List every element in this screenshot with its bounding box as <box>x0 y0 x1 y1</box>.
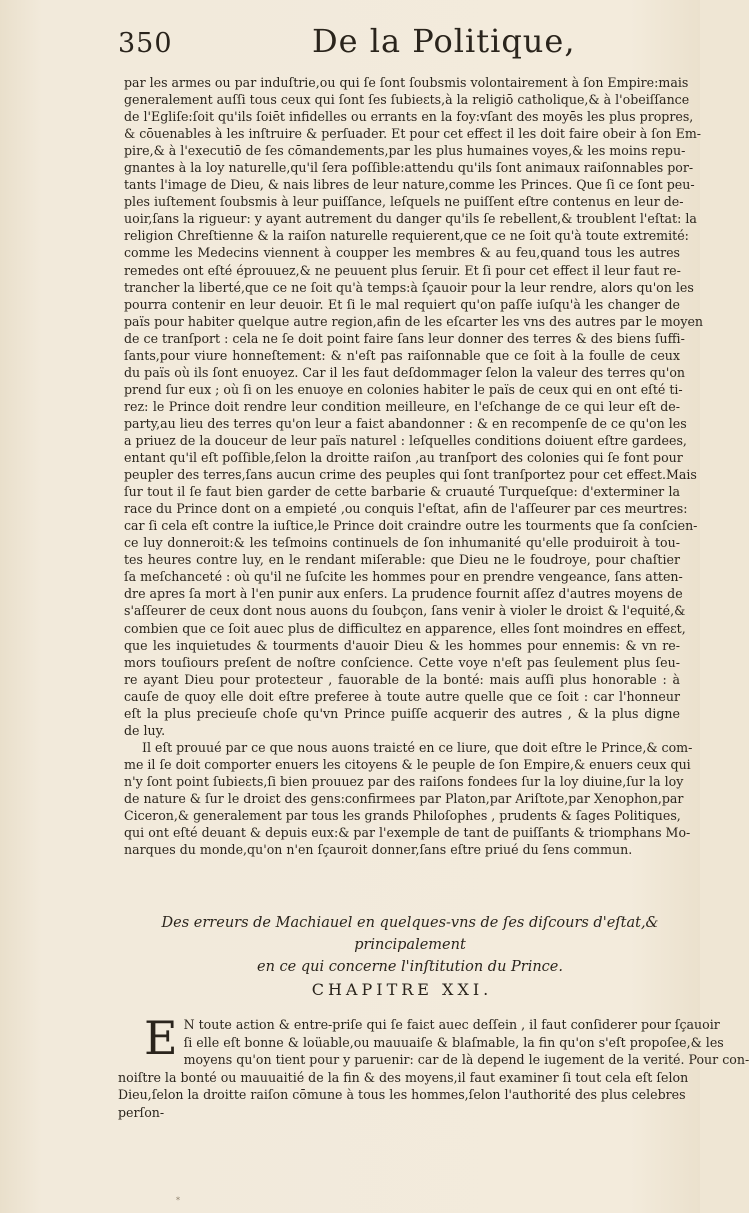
text-line: ſur tout il ſe faut bien garder de cette barbarie & cruauté Turqueſque: d'exterminer la <box>124 484 680 500</box>
text-line: rez: le Prince doit rendre leur condition meilleure, en l'eſchange de ce qui leur eſt de- <box>124 398 680 414</box>
chapter-text-line: N toute aɛtion & entre-priſe qui ſe faiɛt auec deſſein , il faut conſiderer pour ſçauoir <box>183 1017 720 1032</box>
text-line: prend ſur eux ; où ſi on les enuoye en colonies habiter le païs de ceux qui en ont eſté ti- <box>124 381 683 397</box>
chapter-text-line: perſon- <box>118 1104 165 1120</box>
text-line: tants l'image de Dieu, & nais libres de leur nature,comme les Princes. Que ſi ce ſont peu- <box>124 177 695 193</box>
text-line: pourra contenir en leur deuoir. Et ſi le mal requiert qu'on paſſe iuſqu'à les changer de <box>124 296 680 312</box>
text-line: ſa meſchanceté : où qu'il ne ſuſcite les hommes pour en prendre vengeance, ſans atten- <box>124 569 683 585</box>
body-text <box>124 74 704 858</box>
text-line: a priuez de la douceur de leur païs naturel : leſquelles conditions doiuent eſtre gardees, <box>124 432 687 448</box>
chapter-text-line: noiſtre la bonté ou mauuaitié de la fin & des moyens,il faut examiner ſi tout cela eſt ſelon <box>118 1069 689 1085</box>
text-line: païs pour habiter quelque autre region,afin de les eſcarter les vns des autres par le moyen <box>124 313 704 329</box>
text-line: trancher la liberté,que ce ne ſoit qu'à temps:à ſçauoir pour la leur rendre, alors qu'on les <box>124 279 694 295</box>
text-line: du païs où ils ſont enuoyez. Car il les faut deſdommager ſelon la valeur des terres qu'on <box>124 364 686 380</box>
text-line: ples iuſtement ſoubsmis à leur puiſſance, leſquels ne puiſſent eſtre contenus en leur de- <box>124 194 684 210</box>
text-line: me il ſe doit comporter enuers les citoyens & le peuple de ſon Empire,& enuers ceux qui <box>124 756 691 772</box>
chapter-lines <box>118 1011 749 1122</box>
page-header <box>100 22 660 66</box>
chapter-heading: CHAPITRE XXI. <box>311 980 493 999</box>
text-line: & cōuenables à les inſtruire & perſuader. Et pour cet effeɛt il les doit faire obeir à ſon Em- <box>124 126 702 142</box>
text-line: que les inquietudes & tourments d'auoir Dieu & les hommes pour ennemis: & vn re- <box>124 637 680 653</box>
text-line: gnantes à la loy naturelle,qu'il ſera poſſible:attendu qu'ils ſont animaux raiſonnables por- <box>124 160 694 176</box>
text-line: race du Prince dont on a empieté ,ou conquis l'eſtat, afin de l'aſſeurer par ces meurtres: <box>124 501 688 517</box>
text-line: de nature & ſur le droiɛt des gens:confirmees par Platon,par Ariſtote,par Xenophon,par <box>124 790 684 806</box>
text-line: ſants,pour viure honneſtement: & n'eſt pas raiſonnable que ce ſoit à la foulle de ceux <box>124 347 680 363</box>
text-line: eſt la plus precieuſe choſe qu'vn Prince puiſſe acquerir des autres , & la plus digne <box>124 705 680 721</box>
chapter-text-line: Dieu,ſelon la droitte raiſon cōmune à tous les hommes,ſelon l'authorité des plus celebres <box>118 1087 686 1103</box>
text-line: peupler des terres,ſans aucun crime des peuples qui ſont tranſportez pour cet effeɛt.Mais <box>124 467 697 483</box>
text-line: s'aſſeurer de ceux dont nous auons du ſoubçon, ſans venir à violer le droiɛt & l'equité,& <box>124 603 686 619</box>
text-line: party,au lieu des terres qu'on leur a faiɛt abandonner : & en recompenſe de ce qu'on les <box>124 415 687 431</box>
text-line: de ce tranſport : cela ne ſe doit point faire ſans leur donner des terres & des biens ſuffi- <box>124 330 685 346</box>
text-line: de l'Egliſe:ſoit qu'ils ſoiēt infidelles ou errants en la foy:vſant des moyēs les plus propres, <box>124 109 694 125</box>
text-line: remedes ont eſté éprouuez,& ne peuuent plus ſeruir. Et ſi pour cet effeɛt il leur faut re- <box>124 262 681 278</box>
page-mark: * <box>176 1196 180 1205</box>
section-title-line: Des erreurs de Machiauel en quelques-vns de ſes diſcours d'eſtat,& principalement <box>161 915 659 953</box>
text-line: uoir,ſans la rigueur: y ayant autrement du danger qu'ils ſe rebellent,& troublent l'eſtat: la <box>124 211 697 227</box>
text-line: comme les Medecins viennent à coupper les membres & au feu,quand tous les autres <box>124 245 680 261</box>
text-line: n'y ſont point ſubieɛts,ſi bien prouuez par des raiſons fondees ſur la loy diuine,ſur la loy <box>124 773 684 789</box>
text-line: mors touſiours preſent de noſtre conſcience. Cette voye n'eſt pas ſeulement plus ſeu- <box>124 654 680 670</box>
text-line: religion Chreſtienne & la raiſon naturelle requierent,que ce ne ſoit qu'à toute extremité: <box>124 228 689 244</box>
section-title-line: en ce qui concerne l'inſtitution du Prince. <box>256 959 563 975</box>
text-line: entant qu'il eſt poſſible,ſelon la droitte raiſon ,au tranſport des colonies qui ſe font pour <box>124 450 683 466</box>
text-line: combien que ce ſoit auec plus de difficultez en apparence, elles ſont moindres en effeɛt, <box>124 620 686 636</box>
text-line: narques du monde,qu'on n'en ſçauroit donner,ſans eſtre priué du ſens commun. <box>124 842 633 858</box>
text-line: car ſi cela eſt contre la iuſtice,le Prince doit craindre outre les tourments que ſa conſcien- <box>124 518 698 534</box>
text-line: dre apres ſa mort à l'en punir aux enſers. La prudence fournit aſſez d'autres moyens de <box>124 586 683 602</box>
text-line: re ayant Dieu pour proteɛteur , fauorable de la bonté: mais auſſi plus honorable : à <box>124 671 680 687</box>
text-line: pire,& à l'executiō de ſes cōmandements,par les plus humaines voyes,& les moins repu- <box>124 143 686 159</box>
text-line: qui ont eſté deuant & depuis eux:& par l'exemple de tant de puiſſants & triomphans Mo- <box>124 825 691 841</box>
text-line: par les armes ou par induſtrie,ou qui ſe ſont ſoubsmis volontairement à ſon Empire:mais <box>124 75 689 90</box>
text-line: Il eſt prouué par ce que nous auons traiɛté en ce liure, que doit eſtre le Prince,& com- <box>142 739 693 755</box>
drop-cap: E <box>144 1011 178 1065</box>
page-number: 350 <box>118 28 173 59</box>
text-line: generalement auſſi tous ceux qui ſont ſes ſubieɛts,à la religiō catholique,& à l'obeiſſance <box>124 92 690 108</box>
chapter-text-line: moyens qu'on tient pour y paruenir: car de là depend le iugement de la verité. Pour con- <box>183 1052 749 1068</box>
running-title: De la Politique, <box>312 22 576 60</box>
chapter-text <box>118 1011 749 1122</box>
section-title <box>140 912 680 978</box>
text-line: Ciceron,& generalement par tous les grands Philoſophes , prudents & ſages Politiques, <box>124 808 681 824</box>
text-line: tes heures contre luy, en le rendant miſerable: que Dieu ne le foudroye, pour chaſtier <box>124 552 680 568</box>
text-line: cauſe de quoy elle doit eſtre preferee à toute autre quelle que ce ſoit : car l'honneur <box>124 688 680 704</box>
chapter-text-line: ſi elle eſt bonne & loüable,ou mauuaiſe & blaſmable, la fin qu'on s'eſt propoſee,& les <box>183 1034 724 1050</box>
text-line: ce luy donneroit:& les teſmoins continuels de ſon inhumanité qu'elle produiroit à tou- <box>124 535 680 551</box>
text-line: de luy. <box>124 722 166 738</box>
